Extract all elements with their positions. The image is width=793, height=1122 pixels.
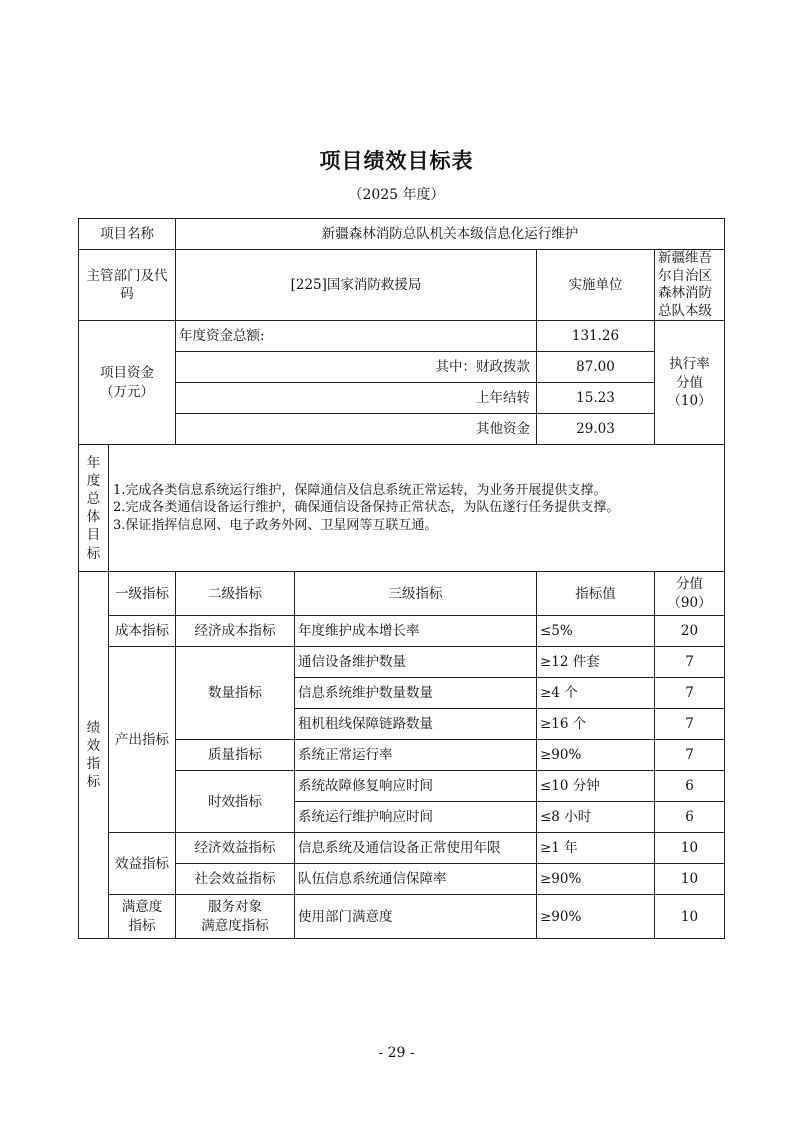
annual-goals-label bbox=[79, 445, 109, 572]
funds-carry-label: 上年结转 bbox=[176, 383, 537, 414]
funds-other-label: 其他资金 bbox=[176, 414, 537, 445]
social-l2: 社会效益指标 bbox=[176, 864, 295, 895]
project-name-label: 项目名称 bbox=[79, 219, 176, 250]
indicators-section-label-text: 绩 效 指 标 bbox=[86, 719, 101, 791]
header-level1: 一级指标 bbox=[109, 572, 176, 616]
header-level3: 三级指标 bbox=[295, 572, 537, 616]
annual-goals-label-text: 年 度 总 体 目 标 bbox=[86, 454, 101, 562]
economic-l2: 经济效益指标 bbox=[176, 833, 295, 864]
header-score-line1: 分值 bbox=[676, 576, 703, 593]
header-level2: 二级指标 bbox=[176, 572, 295, 616]
execution-score-label bbox=[655, 321, 725, 445]
output-l1: 产出指标 bbox=[109, 647, 176, 833]
quantity-value-3: ≥16 个 bbox=[537, 709, 655, 740]
quantity-l3-3: 租机租线保障链路数量 bbox=[295, 709, 537, 740]
row-project-name bbox=[79, 219, 725, 250]
satisfaction-l1 bbox=[109, 895, 176, 939]
timeliness-score-2: 6 bbox=[655, 802, 725, 833]
satisfaction-l2-line1: 服务对象 bbox=[208, 899, 262, 916]
goal-item-3: 3.保证指挥信息网、电子政务外网、卫星网等互联互通。 bbox=[113, 517, 438, 533]
header-score bbox=[655, 572, 725, 616]
row-output-quantity-1 bbox=[79, 647, 725, 678]
timeliness-l3-1: 系统故障修复响应时间 bbox=[295, 771, 537, 802]
satisfaction-score: 10 bbox=[655, 895, 725, 939]
row-output-quality bbox=[79, 740, 725, 771]
goal-item-1: 1.完成各类信息系统运行维护，保障通信及信息系统正常运转，为业务开展提供支撑。 bbox=[113, 482, 607, 498]
funds-label-line1: 项目资金 bbox=[100, 365, 154, 382]
row-benefit-social bbox=[79, 864, 725, 895]
page-number: - 29 - bbox=[378, 1045, 415, 1061]
goal-item-2: 2.完成各类通信设备运行维护，确保通信设备保持正常状态，为队伍遂行任务提供支撑。 bbox=[113, 500, 620, 516]
timeliness-value-1: ≤10 分钟 bbox=[537, 771, 655, 802]
quality-value: ≥90% bbox=[537, 740, 655, 771]
benefit-l1: 效益指标 bbox=[109, 833, 176, 895]
cost-l2: 经济成本指标 bbox=[176, 616, 295, 647]
satisfaction-value: ≥90% bbox=[537, 895, 655, 939]
quantity-value-2: ≥4 个 bbox=[537, 678, 655, 709]
quantity-score-2: 7 bbox=[655, 678, 725, 709]
row-annual-goals bbox=[79, 445, 725, 572]
timeliness-score-1: 6 bbox=[655, 771, 725, 802]
header-value: 指标值 bbox=[537, 572, 655, 616]
timeliness-value-2: ≤8 小时 bbox=[537, 802, 655, 833]
department-label: 主管部门及代码 bbox=[79, 250, 176, 321]
satisfaction-l1-line1: 满意度 bbox=[121, 899, 163, 916]
funds-total-label: 年度资金总额: bbox=[176, 321, 537, 352]
quantity-value-1: ≥12 件套 bbox=[537, 647, 655, 678]
execution-score-line2: 分值 bbox=[676, 374, 703, 391]
row-funds-other bbox=[79, 414, 725, 445]
row-funds-carry bbox=[79, 383, 725, 414]
department-value: [225]国家消防救援局 bbox=[176, 250, 537, 321]
execution-score-line3: （10） bbox=[667, 392, 712, 409]
funds-label bbox=[79, 321, 176, 445]
funds-fiscal-value: 87.00 bbox=[537, 352, 655, 383]
cost-value: ≤5% bbox=[537, 616, 655, 647]
quality-score: 7 bbox=[655, 740, 725, 771]
implementing-unit-value: 新疆维吾尔自治区森林消防总队本级 bbox=[655, 250, 725, 321]
social-score: 10 bbox=[655, 864, 725, 895]
annual-goals-content bbox=[109, 445, 725, 572]
quality-l2: 质量指标 bbox=[176, 740, 295, 771]
quantity-score-1: 7 bbox=[655, 647, 725, 678]
timeliness-l3-2: 系统运行维护响应时间 bbox=[295, 802, 537, 833]
funds-carry-value: 15.23 bbox=[537, 383, 655, 414]
implementing-unit-label: 实施单位 bbox=[537, 250, 655, 321]
satisfaction-l3: 使用部门满意度 bbox=[295, 895, 537, 939]
row-indicator-header bbox=[79, 572, 725, 616]
header-score-line2: （90） bbox=[667, 594, 712, 611]
cost-l1: 成本指标 bbox=[109, 616, 176, 647]
row-funds-total bbox=[79, 321, 725, 352]
quality-l3: 系统正常运行率 bbox=[295, 740, 537, 771]
funds-fiscal-label: 其中：财政拨款 bbox=[176, 352, 537, 383]
row-department bbox=[79, 250, 725, 321]
cost-l3: 年度维护成本增长率 bbox=[295, 616, 537, 647]
indicators-section-label bbox=[79, 572, 109, 939]
cost-score: 20 bbox=[655, 616, 725, 647]
year-subtitle: （2025 年度） bbox=[348, 187, 445, 203]
satisfaction-l2 bbox=[176, 895, 295, 939]
performance-table bbox=[78, 218, 725, 939]
execution-score-line1: 执行率 bbox=[669, 356, 710, 373]
row-cost bbox=[79, 616, 725, 647]
economic-value: ≥1 年 bbox=[537, 833, 655, 864]
quantity-l2: 数量指标 bbox=[176, 647, 295, 740]
social-l3: 队伍信息系统通信保障率 bbox=[295, 864, 537, 895]
row-satisfaction bbox=[79, 895, 725, 939]
social-value: ≥90% bbox=[537, 864, 655, 895]
quantity-l3-1: 通信设备维护数量 bbox=[295, 647, 537, 678]
funds-other-value: 29.03 bbox=[537, 414, 655, 445]
economic-l3: 信息系统及通信设备正常使用年限 bbox=[295, 833, 537, 864]
funds-total-value: 131.26 bbox=[537, 321, 655, 352]
timeliness-l2: 时效指标 bbox=[176, 771, 295, 833]
page-title: 项目绩效目标表 bbox=[319, 148, 474, 173]
satisfaction-l1-line2: 指标 bbox=[128, 917, 156, 934]
economic-score: 10 bbox=[655, 833, 725, 864]
funds-label-line2: （万元） bbox=[100, 383, 154, 400]
quantity-score-3: 7 bbox=[655, 709, 725, 740]
row-funds-fiscal bbox=[79, 352, 725, 383]
satisfaction-l2-line2: 满意度指标 bbox=[201, 917, 269, 934]
project-name-value: 新疆森林消防总队机关本级信息化运行维护 bbox=[176, 219, 725, 250]
row-output-timeliness-1 bbox=[79, 771, 725, 802]
quantity-l3-2: 信息系统维护数量数量 bbox=[295, 678, 537, 709]
row-benefit-economic bbox=[79, 833, 725, 864]
